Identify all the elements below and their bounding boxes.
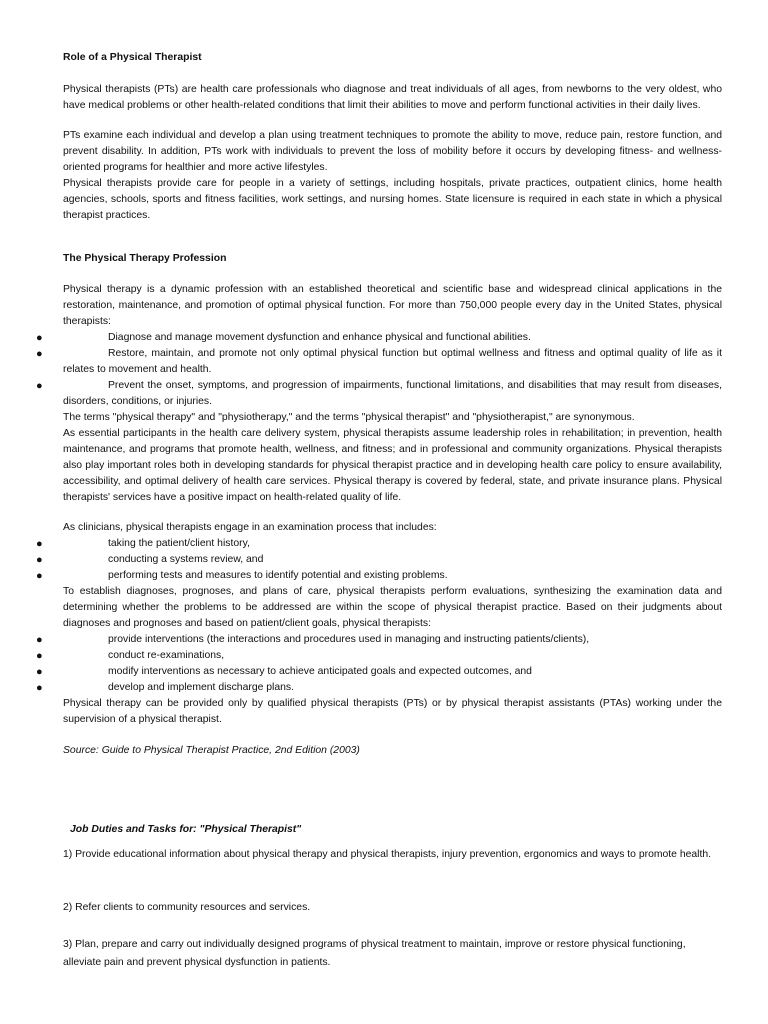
bullet-icon: ● bbox=[36, 348, 43, 360]
paragraph-role-intro: Physical therapists (PTs) are health care professionals who diagnose and treat individuals of all ages, from newborns to the very oldest, who have medical problems or other health-related conditions that limit their abilities to move and perform functional activities in their daily lives. bbox=[63, 84, 722, 111]
bullet-icon: ● bbox=[36, 380, 43, 392]
list-item-text: conducting a systems review, and bbox=[108, 554, 264, 565]
list-item bbox=[36, 648, 722, 664]
section-heading-profession: The Physical Therapy Profession bbox=[63, 253, 227, 264]
section-heading-job-duties: Job Duties and Tasks for: "Physical Therapist" bbox=[70, 824, 302, 835]
list-item-text: modify interventions as necessary to achieve anticipated goals and expected outcomes, and bbox=[108, 666, 532, 677]
list-item-text: Prevent the onset, symptoms, and progression of impairments, functional limitations, and disabilities that may result from diseases, disorders, conditions, or injuries. bbox=[63, 380, 722, 407]
job-duty-item-1: 1) Provide educational information about physical therapy and physical therapists, injury prevention, ergonomics and ways to promote health. bbox=[63, 849, 712, 860]
list-item bbox=[36, 552, 722, 568]
paragraph-essential: As essential participants in the health care delivery system, physical therapists assume leadership roles in rehabilitation; in prevention, health maintenance, and programs that promote health, wellness, and fitness; and in professional and community organizations. Physical therapists also play important roles both in developing standards for physical therapist practice and in developing health care policy to ensure availability, accessibility, and optimal delivery of health care services. Physical therapy is covered by federal, state, and private insurance plans. Physical therapists' services have a positive impact on health-related quality of life. bbox=[63, 428, 722, 503]
bullet-list-interventions bbox=[36, 632, 722, 696]
bullet-icon: ● bbox=[36, 634, 43, 646]
list-item bbox=[36, 330, 722, 346]
job-duty-item-3: 3) Plan, prepare and carry out individually designed programs of physical treatment to maintain, improve or restore physical functioning, alleviate pain and prevent physical dysfunction in patients. bbox=[63, 939, 686, 968]
list-item bbox=[36, 536, 722, 552]
bullet-list-functions bbox=[36, 330, 722, 410]
bullet-icon: ● bbox=[36, 666, 43, 678]
list-item-text: Diagnose and manage movement dysfunction and enhance physical and functional abilities. bbox=[108, 332, 531, 343]
list-item-text: develop and implement discharge plans. bbox=[108, 682, 294, 693]
list-item-text: provide interventions (the interactions and procedures used in managing and instructing patients/clients), bbox=[108, 634, 590, 645]
paragraph-profession-intro: Physical therapy is a dynamic profession with an established theoretical and scientific base and widespread clinical applications in the restoration, maintenance, and promotion of optimal physical function. For more than 750,000 people every day in the United States, physical therapists: bbox=[63, 284, 722, 327]
bullet-icon: ● bbox=[36, 570, 43, 582]
paragraph-closing: Physical therapy can be provided only by qualified physical therapists (PTs) or by physical therapist assistants (PTAs) working under the supervision of a physical therapist. bbox=[63, 698, 722, 725]
job-duty-item-2: 2) Refer clients to community resources and services. bbox=[63, 902, 311, 913]
bullet-icon: ● bbox=[36, 682, 43, 694]
bullet-icon: ● bbox=[36, 554, 43, 566]
list-item bbox=[36, 632, 722, 648]
bullet-icon: ● bbox=[36, 650, 43, 662]
list-item-text: conduct re-examinations, bbox=[108, 650, 225, 661]
list-item bbox=[36, 680, 722, 696]
section-heading-role: Role of a Physical Therapist bbox=[63, 52, 202, 63]
list-item bbox=[36, 568, 722, 584]
list-item bbox=[36, 346, 722, 378]
bullet-icon: ● bbox=[36, 538, 43, 550]
list-item-text: Restore, maintain, and promote not only optimal physical function but optimal wellness and fitness and optimal quality of life as it relates to movement and health. bbox=[63, 348, 722, 375]
paragraph-terms: The terms "physical therapy" and "physiotherapy," and the terms "physical therapist" and "physiotherapist," are synonymous. bbox=[63, 412, 635, 423]
bullet-icon: ● bbox=[36, 332, 43, 344]
list-item-text: performing tests and measures to identify potential and existing problems. bbox=[108, 570, 448, 581]
list-item-text: taking the patient/client history, bbox=[108, 538, 250, 549]
paragraph-establish: To establish diagnoses, prognoses, and plans of care, physical therapists perform evaluations, synthesizing the examination data and determining whether the problems to be addressed are within the scope of physical therapist practice. Based on their judgments about diagnoses and prognoses and based on patient/client goals, physical therapists: bbox=[63, 586, 722, 629]
paragraph-clinicians: As clinicians, physical therapists engage in an examination process that includes: bbox=[63, 522, 437, 533]
bullet-list-examination bbox=[36, 536, 722, 584]
paragraph-role-settings: Physical therapists provide care for people in a variety of settings, including hospitals, private practices, outpatient clinics, home health agencies, schools, sports and fitness facilities, work settings, and nursing homes. State licensure is required in each state in which a physical therapist practices. bbox=[63, 178, 722, 221]
list-item bbox=[36, 664, 722, 680]
list-item bbox=[36, 378, 722, 410]
paragraph-role-examine: PTs examine each individual and develop a plan using treatment techniques to promote the ability to move, reduce pain, restore function, and prevent disability. In addition, PTs work with individuals to prevent the loss of mobility before it occurs by developing fitness- and wellness-oriented programs for healthier and more active lifestyles. bbox=[63, 130, 722, 173]
source-citation: Source: Guide to Physical Therapist Practice, 2nd Edition (2003) bbox=[63, 745, 360, 756]
